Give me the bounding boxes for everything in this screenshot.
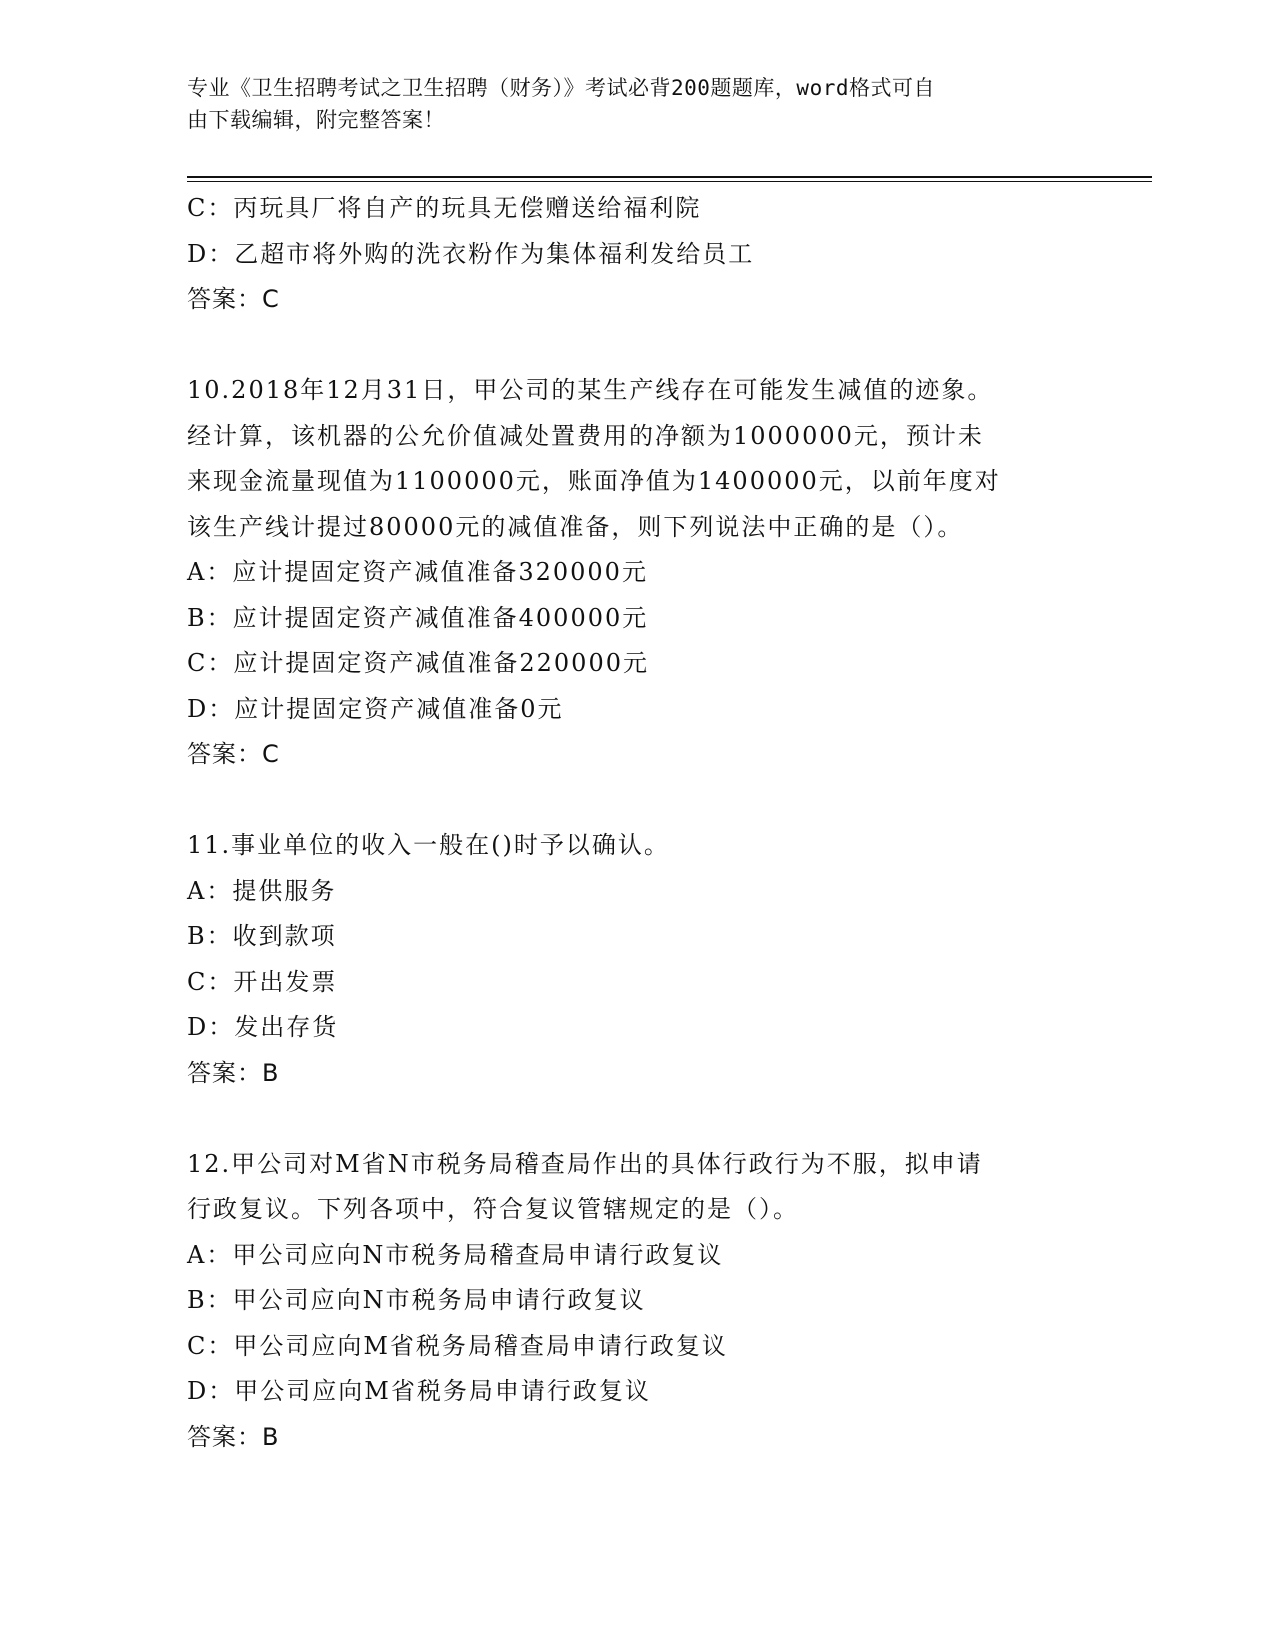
option-b: B：甲公司应向N市税务局申请行政复议 bbox=[187, 1286, 646, 1314]
question-stem-line: 经计算，该机器的公允价值减处置费用的净额为1000000元，预计未 bbox=[187, 421, 984, 450]
question-stem-line: 11.事业单位的收入一般在()时予以确认。 bbox=[187, 831, 670, 859]
question-10 bbox=[187, 368, 1087, 778]
option-b: B：收到款项 bbox=[187, 922, 337, 950]
option-c: C：丙玩具厂将自产的玩具无偿赠送给福利院 bbox=[187, 194, 702, 222]
option-c: C：应计提固定资产减值准备220000元 bbox=[187, 649, 649, 677]
answer-label: 答案：B bbox=[187, 1058, 280, 1087]
spacer bbox=[187, 1096, 1087, 1142]
question-12 bbox=[187, 1142, 1087, 1461]
option-b: B：应计提固定资产减值准备400000元 bbox=[187, 603, 649, 632]
option-a: A：甲公司应向N市税务局稽查局申请行政复议 bbox=[187, 1240, 724, 1269]
question-11 bbox=[187, 823, 1087, 1096]
option-d: D：甲公司应向M省税务局申请行政复议 bbox=[187, 1377, 651, 1405]
question-stem-line: 来现金流量现值为1100000元，账面净值为1400000元，以前年度对 bbox=[187, 467, 1001, 495]
option-d: D：应计提固定资产减值准备0元 bbox=[187, 694, 564, 723]
option-c: C：甲公司应向M省税务局稽查局申请行政复议 bbox=[187, 1331, 728, 1360]
document-header bbox=[187, 72, 1067, 136]
question-list bbox=[187, 186, 1087, 1460]
question-stem-line: 10.2018年12月31日，甲公司的某生产线存在可能发生减值的迹象。 bbox=[187, 376, 994, 404]
spacer bbox=[187, 778, 1087, 824]
option-a: A：应计提固定资产减值准备320000元 bbox=[187, 558, 648, 586]
answer-label: 答案：C bbox=[187, 740, 280, 768]
spacer bbox=[187, 323, 1087, 369]
question-stem-line: 12.甲公司对M省N市税务局稽查局作出的具体行政行为不服，拟申请 bbox=[187, 1149, 983, 1178]
header-line-2: 由下载编辑，附完整答案！ bbox=[187, 108, 445, 132]
header-divider-thick bbox=[187, 176, 1152, 178]
option-d: D：乙超市将外购的洗衣粉作为集体福利发给员工 bbox=[187, 239, 755, 268]
option-c: C：开出发票 bbox=[187, 967, 338, 996]
answer-label: 答案：C bbox=[187, 285, 280, 313]
question-stem-line: 行政复议。下列各项中，符合复议管辖规定的是（）。 bbox=[187, 1195, 799, 1223]
question-stem-line: 该生产线计提过80000元的减值准备，则下列说法中正确的是（）。 bbox=[187, 512, 964, 541]
option-a: A：提供服务 bbox=[187, 876, 337, 905]
header-line-1: 专业《卫生招聘考试之卫生招聘（财务）》考试必背200题题库，word格式可自 bbox=[187, 76, 935, 100]
answer-label: 答案：B bbox=[187, 1422, 280, 1451]
header-divider-thin bbox=[187, 181, 1152, 182]
option-d: D：发出存货 bbox=[187, 1013, 339, 1041]
question-9-continued bbox=[187, 186, 1087, 323]
